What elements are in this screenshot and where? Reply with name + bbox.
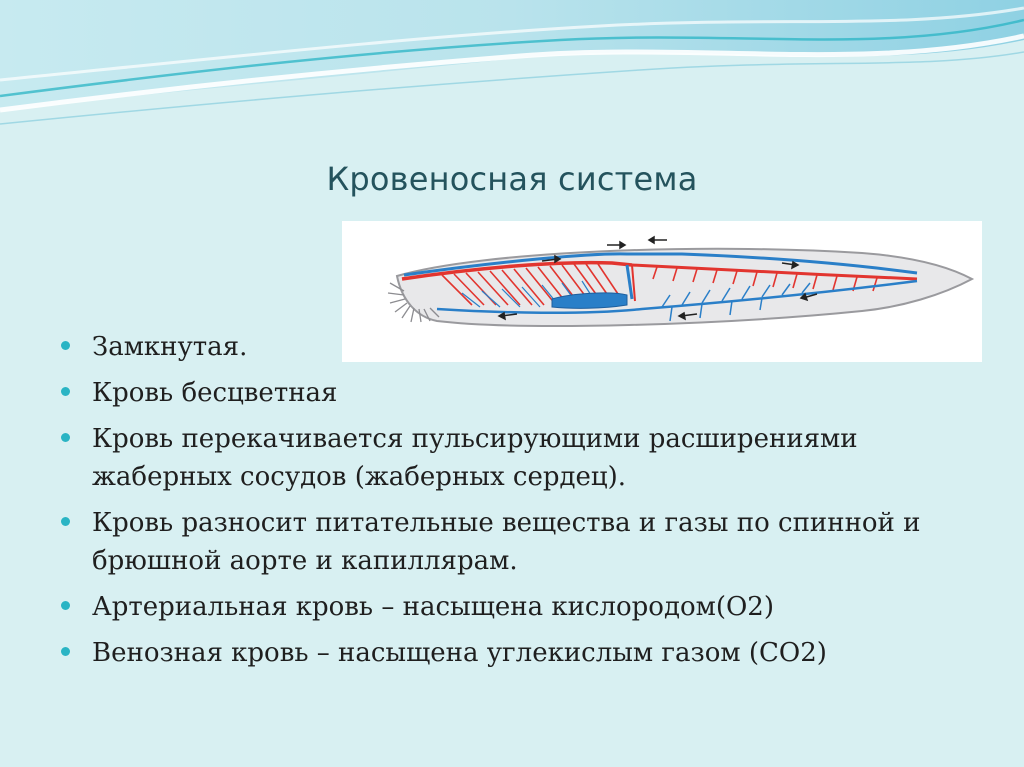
bullet-icon <box>61 601 70 610</box>
bullet-text: Кровь перекачивается пульсирующими расширениями жаберных сосудов (жаберных сердец). <box>92 424 858 492</box>
bullet-list <box>60 328 980 680</box>
bullet-item <box>60 504 980 580</box>
bullet-item <box>60 588 980 626</box>
bullet-item <box>60 420 980 496</box>
bullet-icon <box>61 387 70 396</box>
bullet-icon <box>61 341 70 350</box>
bullet-text: Венозная кровь – насыщена углекислым газом (СО2) <box>92 638 827 668</box>
bullet-icon <box>61 433 70 442</box>
bullet-text: Замкнутая. <box>92 332 248 362</box>
bullet-item <box>60 634 980 672</box>
bullet-text: Кровь бесцветная <box>92 378 338 408</box>
bullet-icon <box>61 517 70 526</box>
bullet-icon <box>61 647 70 656</box>
slide-title: Кровеносная система <box>326 160 698 198</box>
bullet-text: Артериальная кровь – насыщена кислородом(О2) <box>92 592 774 622</box>
bullet-item <box>60 328 980 366</box>
bullet-text: Кровь разносит питательные вещества и газы по спинной и брюшной аорте и капиллярам. <box>92 508 921 576</box>
bullet-item <box>60 374 980 412</box>
wave-decoration <box>0 0 1024 130</box>
